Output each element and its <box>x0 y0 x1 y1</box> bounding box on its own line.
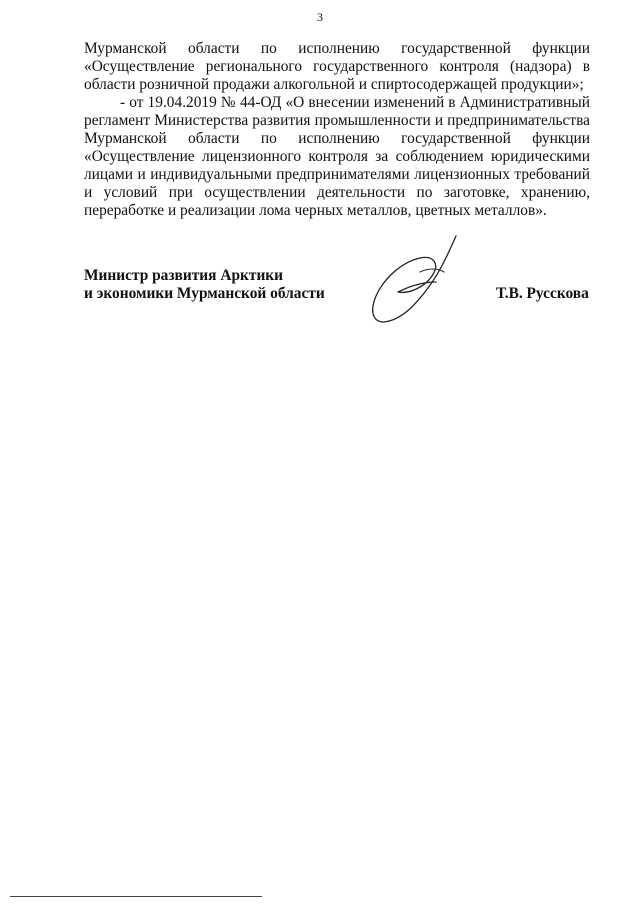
paragraph-regulation-metals: - от 19.04.2019 № 44-ОД «О внесении изменений в Административный регламент Министерства развития промышленности и предпринимательства Мурманской области по исполнению государственной функции «Осуществление лицензионного контроля за соблюдением юридическими лицами и индивидуальными предпринимателями лицензионных требований и условий при осуществлении деятельности по заготовке, хранению, переработке и реализации лома черных металлов, цветных металлов». <box>84 94 590 219</box>
signatory-position-line-1: Министр развития Арктики <box>84 267 284 284</box>
footnote-divider <box>10 896 262 897</box>
page-number: 3 <box>317 10 323 24</box>
signatory-position-line-2: и экономики Мурманской области <box>84 285 325 302</box>
document-body <box>84 40 590 220</box>
signatory-position <box>84 267 325 303</box>
signatory-name: Т.В. Русскова <box>496 285 589 302</box>
paragraph-regulation-alcohol: Мурманской области по исполнению государственной функции «Осуществление регионального государственного контроля (надзора) в области розничной продажи алкогольной и спиртосодержащей продукции»; <box>84 40 590 93</box>
handwritten-signature-icon <box>368 232 464 328</box>
